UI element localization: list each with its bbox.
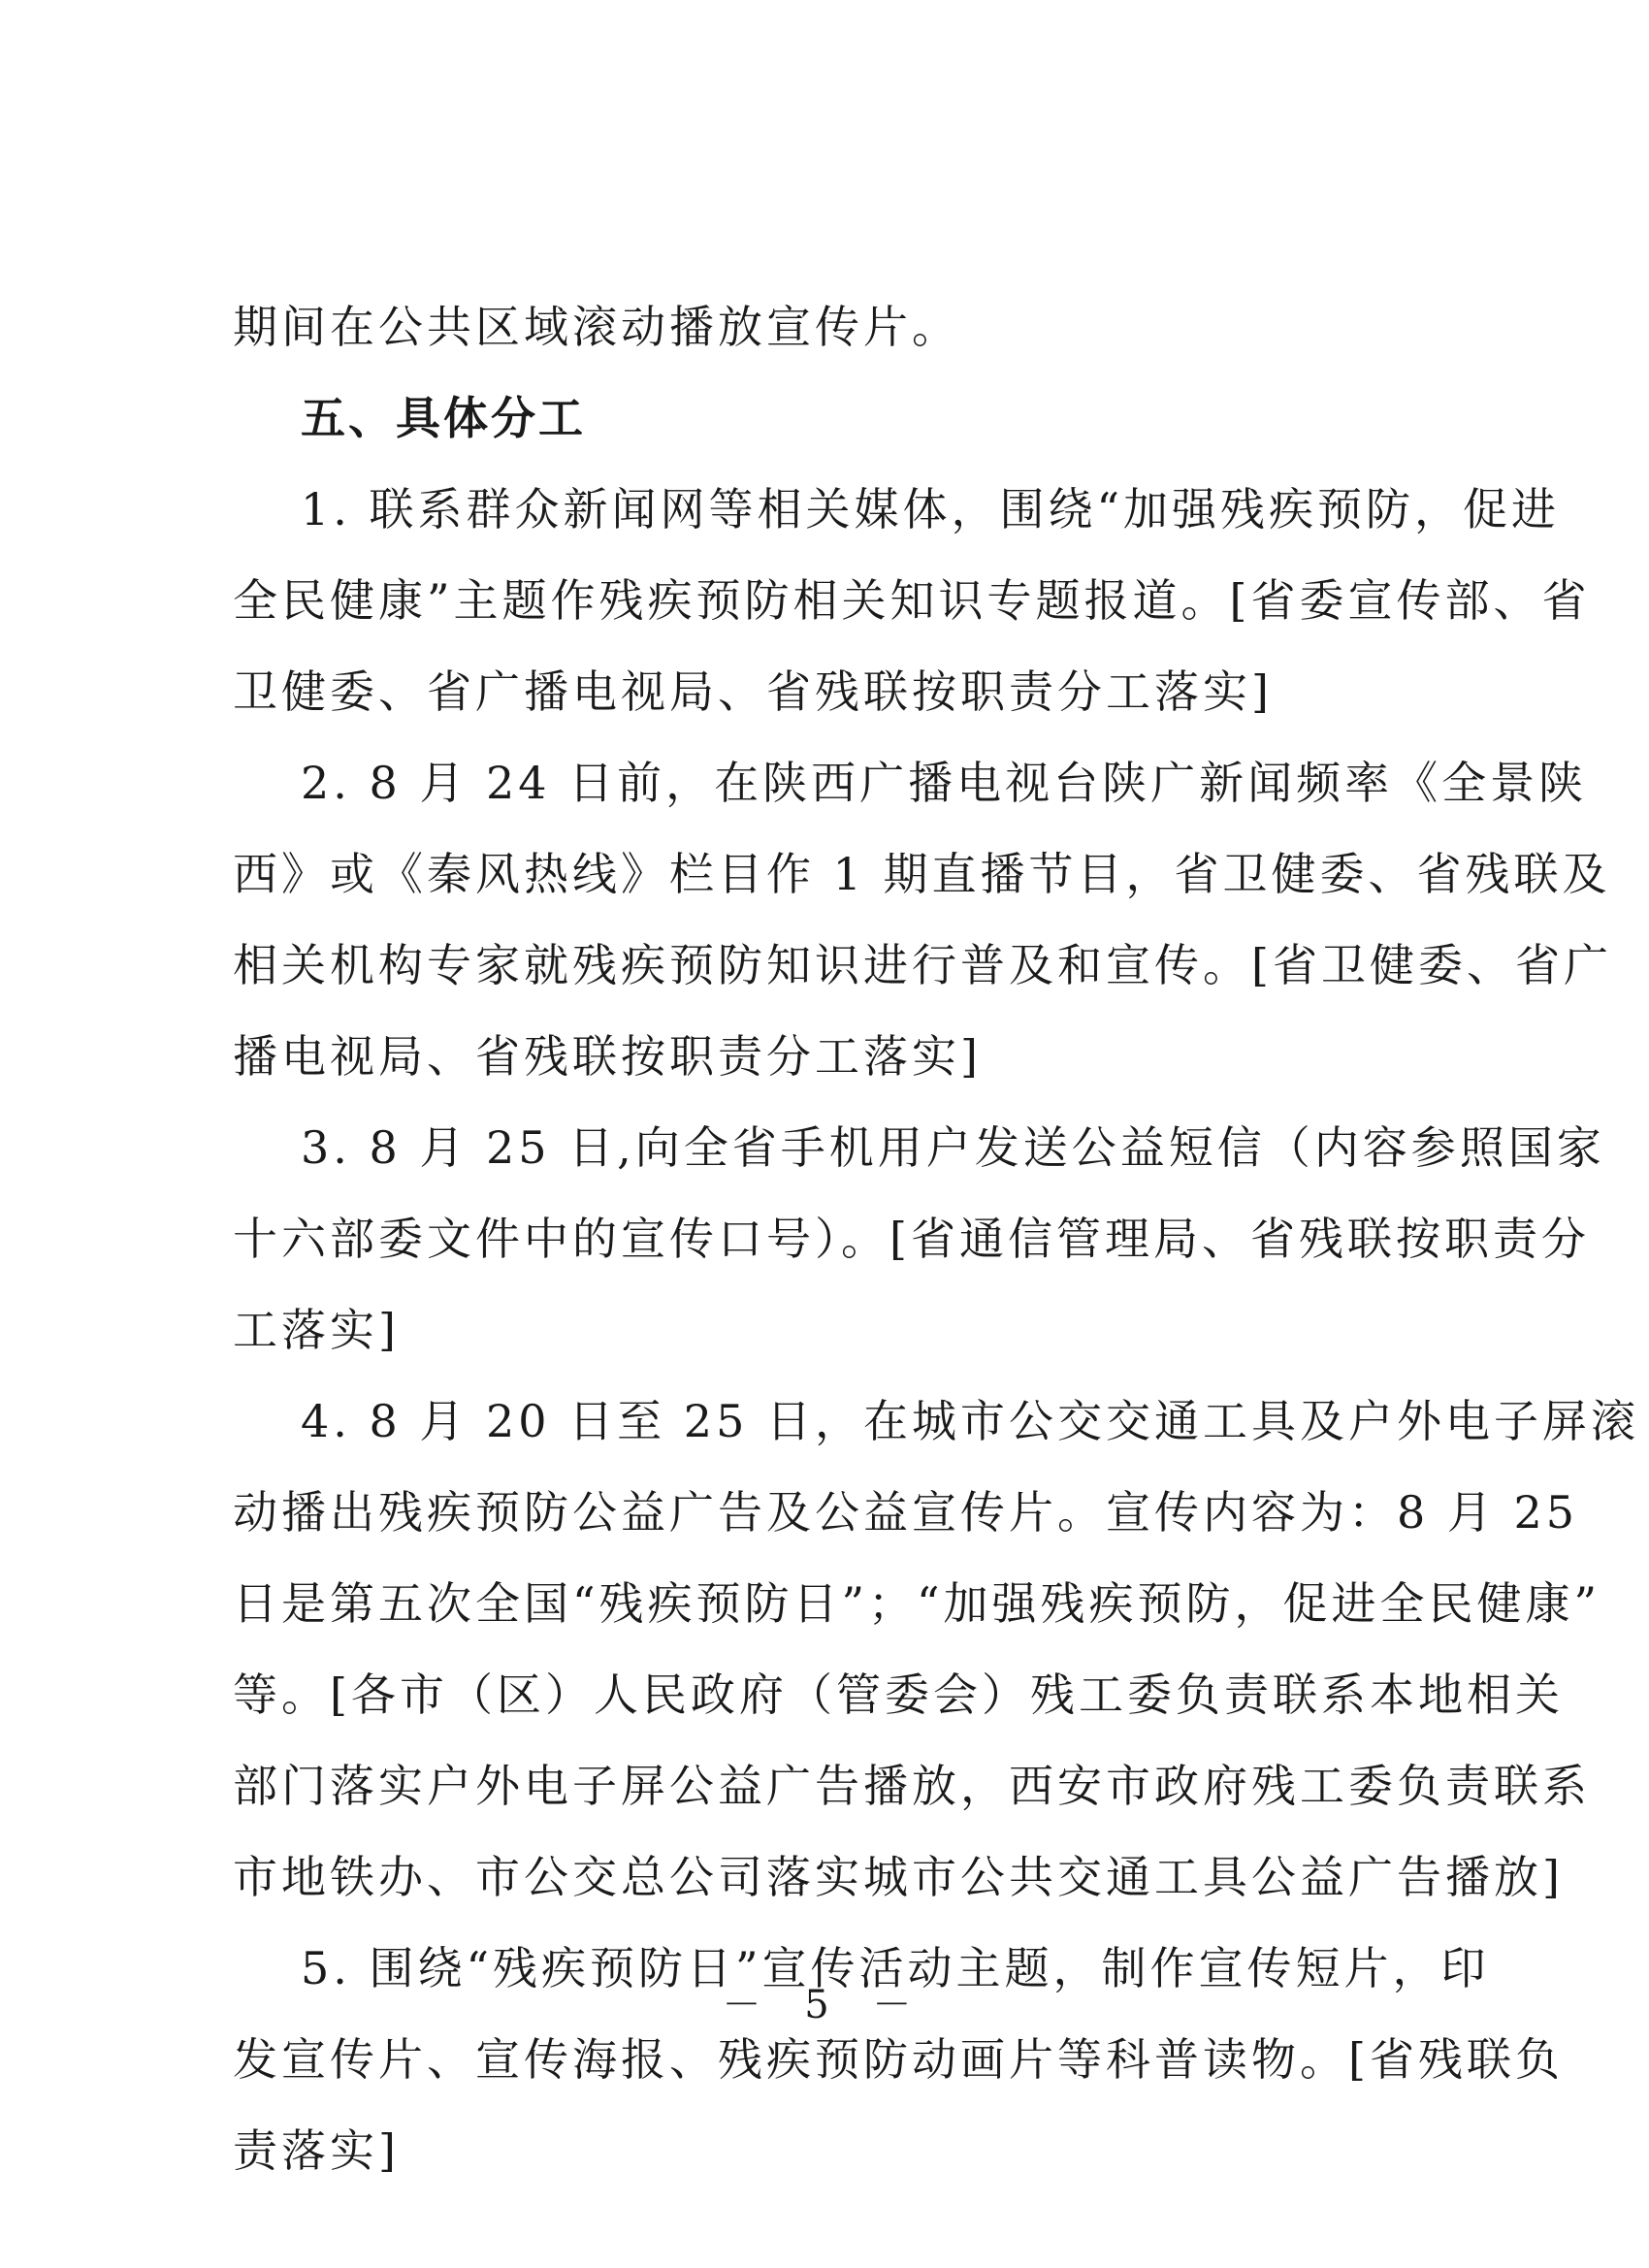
item-5-line-1: 5. 围绕“残疾预防日”宣传活动主题，制作宣传短片，印 — [301, 1942, 1490, 1994]
item-4-line-5: 部门落实户外电子屏公益广告播放，西安市政府残工委负责联系 — [233, 1760, 1591, 1812]
body-line-continuation: 期间在公共区域滚动播放宣传片。 — [233, 301, 960, 353]
item-2-line-1: 2. 8 月 24 日前，在陕西广播电视台陕广新闻频率《全景陕 — [301, 757, 1588, 809]
item-1-line-2: 全民健康”主题作残疾预防相关知识专题报道。[省委宣传部、省 — [233, 574, 1591, 627]
item-5-line-2: 发宣传片、宣传海报、残疾预防动画片等科普读物。[省残联负 — [233, 2033, 1564, 2086]
item-3-line-1: 3. 8 月 25 日,向全省手机用户发送公益短信（内容参照国家 — [301, 1121, 1605, 1174]
item-1-line-1: 1. 联系群众新闻网等相关媒体，围绕“加强残疾预防，促进 — [301, 483, 1561, 535]
item-1-line-3: 卫健委、省广播电视局、省残联按职责分工落实] — [233, 665, 1273, 718]
item-4-line-4: 等。[各市（区）人民政府（管委会）残工委负责联系本地相关 — [233, 1669, 1564, 1721]
item-4-line-2: 动播出残疾预防公益广告及公益宣传片。宣传内容为：8 月 25 — [233, 1486, 1579, 1539]
item-3-line-2: 十六部委文件中的宣传口号）。[省通信管理局、省残联按职责分 — [233, 1213, 1590, 1265]
section-heading-division-of-labor: 五、具体分工 — [301, 392, 586, 444]
item-2-line-3: 相关机构专家就残疾预防知识进行普及和宣传。[省卫健委、省广 — [233, 939, 1612, 991]
item-4-line-3: 日是第五次全国“残疾预防日”；“加强残疾预防，促进全民健康” — [233, 1577, 1601, 1630]
item-4-line-6: 市地铁办、市公交总公司落实城市公共交通工具公益广告播放] — [233, 1851, 1564, 1903]
item-4-line-1: 4. 8 月 20 日至 25 日，在城市公交交通工具及户外电子屏滚 — [301, 1395, 1639, 1447]
item-5-line-3: 责落实] — [233, 2124, 400, 2177]
document-body — [233, 281, 1639, 2196]
item-2-line-4: 播电视局、省残联按职责分工落实] — [233, 1030, 982, 1083]
item-3-line-3: 工落实] — [233, 1304, 400, 1356]
item-2-line-2: 西》或《秦风热线》栏目作 1 期直播节目，省卫健委、省残联及 — [233, 848, 1611, 900]
page-number: － 5 － — [722, 1983, 927, 2027]
